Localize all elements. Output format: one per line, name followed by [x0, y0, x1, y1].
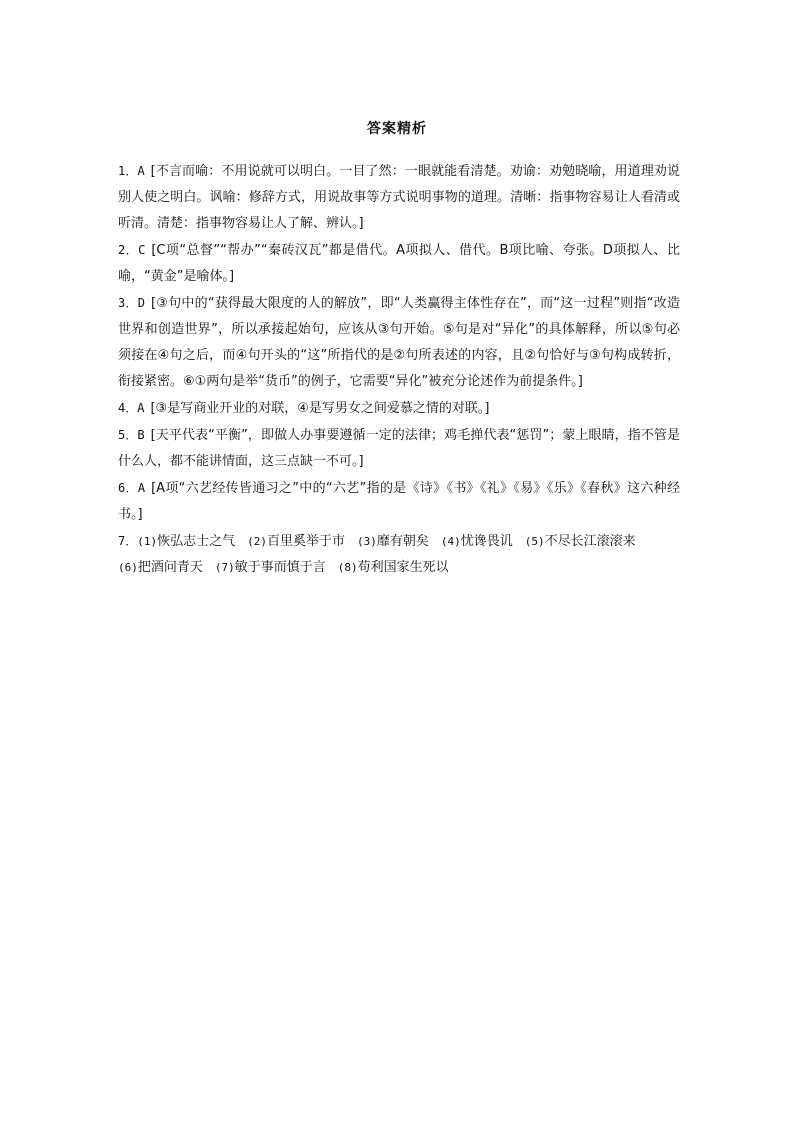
answer-item-7-line-1 — [118, 528, 680, 555]
fill-in-answer: (5)不尽长江滚滚来 — [524, 534, 636, 549]
answer-explanation: [C项“总督”“帮办”“秦砖汉瓦”都是借代。A项拟人、借代。B项比喻、夸张。D项拟人、比喻，“黄金”是喻体。] — [118, 243, 680, 284]
answer-list — [118, 158, 680, 581]
fill-in-answer: (3)靡有朝矣 — [357, 534, 429, 549]
answer-explanation: [③句中的“获得最大限度的人的解放”，即“人类赢得主体性存在”，而“这一过程”则指“改造世界和创造世界”，所以承接起始句，应该从③句开始。⑤句是对“异化”的具体解释，所以⑤句必须接在④句之后，而④句开头的“这”所指代的是②句所表述的内容，且②句恰好与③句构成转折，衔接紧密。⑥①两句是举“货币”的例子，它需要“异化”被充分论述作为前提条件。] — [118, 296, 680, 389]
answer-item-6 — [118, 475, 680, 528]
answer-number: 3． — [118, 296, 138, 310]
answer-item-3 — [118, 290, 680, 395]
answer-explanation: [③是写商业开业的对联，④是写男女之间爱慕之情的对联。] — [150, 401, 490, 416]
answer-choice: A — [137, 481, 146, 495]
answer-choice: B — [137, 428, 145, 442]
answer-item-7-line-2 — [118, 555, 680, 581]
answer-choice: D — [137, 296, 145, 310]
fill-in-answer: (4)忧谗畏讥 — [440, 534, 513, 549]
answer-number: 5． — [118, 428, 138, 442]
answer-choice: A — [137, 164, 145, 178]
answer-item-1 — [118, 158, 680, 237]
answer-number: 1． — [118, 164, 138, 178]
answer-item-2 — [118, 237, 680, 290]
answer-number: 6． — [118, 481, 138, 495]
answer-explanation: [不言而喻：不用说就可以明白。一目了然：一眼就能看清楚。劝谕：劝勉晓喻，用道理劝说别人使之明白。讽喻：修辞方式，用说故事等方式说明事物的道理。清晰：指事物容易让人看清或听清。清楚：指事物容易让人了解、辨认。] — [118, 164, 680, 231]
fill-in-answer: (6)把酒问青天 — [118, 560, 203, 575]
answer-choice: C — [138, 243, 146, 257]
fill-in-answer: (2)百里奚举于市 — [247, 534, 346, 549]
answer-number: 4． — [118, 401, 138, 415]
answer-number: 7． — [118, 534, 138, 548]
fill-in-answer: (8)苟利国家生死以 — [337, 560, 449, 575]
page-title: 答案精析 — [367, 121, 427, 137]
answer-explanation: [A项“六艺经传皆通习之”中的“六艺”指的是《诗》《书》《礼》《易》《乐》《春秋》这六种经书。] — [118, 481, 680, 522]
answer-item-4 — [118, 395, 680, 422]
answer-number: 2． — [118, 243, 139, 257]
answer-choice: A — [137, 401, 145, 415]
fill-in-answer: (7)敏于事而慎于言 — [214, 560, 326, 575]
answer-item-5 — [118, 422, 680, 475]
answer-explanation: [天平代表“平衡”，即做人办事要遵循一定的法律；鸡毛掸代表“惩罚”；蒙上眼睛，指不管是什么人，都不能讲情面，这三点缺一不可。] — [118, 428, 680, 469]
fill-in-answer: (1)恢弘志士之气 — [137, 534, 236, 549]
